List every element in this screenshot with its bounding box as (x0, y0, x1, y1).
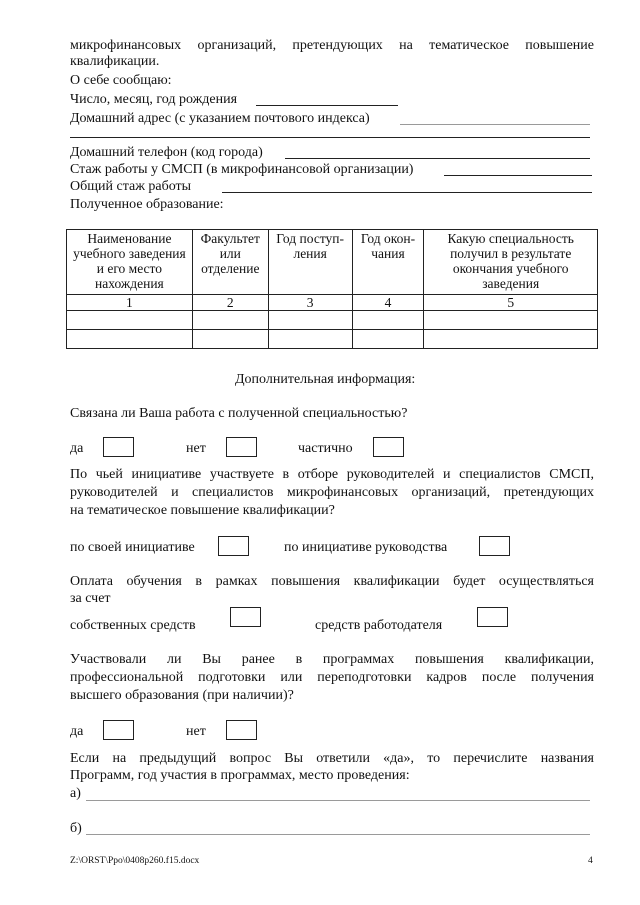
q4-yes-label: да (70, 724, 84, 739)
q1-partial-checkbox[interactable] (373, 437, 404, 457)
q3-own-label: собственных средств (70, 618, 196, 633)
q1-yes-checkbox[interactable] (103, 437, 134, 457)
birth-field[interactable] (256, 105, 398, 106)
question-programs-line-2: профессиональной подготовки или переподготовки кадров после получения (70, 670, 594, 685)
address-label: Домашний адрес (с указанием почтового индекса) (70, 111, 370, 126)
q4-yes-checkbox[interactable] (103, 720, 134, 740)
table-cell[interactable] (268, 330, 352, 349)
question-initiative-line-1: По чьей инициативе участвуете в отборе руководителей и специалистов СМСП, (70, 467, 594, 482)
q2-own-checkbox[interactable] (218, 536, 249, 556)
address-field-1[interactable] (400, 124, 590, 125)
question-list-line-1: Если на предыдущий вопрос Вы ответили «да», то перечислите названия (70, 751, 594, 766)
table-cell[interactable] (352, 330, 424, 349)
table-cell[interactable] (424, 311, 598, 330)
table-cell[interactable] (424, 330, 598, 349)
question-initiative-line-2: руководителей и специалистов микрофинансовых организаций, претендующих (70, 485, 594, 500)
address-field-2[interactable] (70, 137, 590, 138)
header-institution: Наименование учебного заведения и его место нахождения (67, 230, 193, 295)
intro-line-1: микрофинансовых организаций, претендующих на тематическое повышение (70, 38, 594, 53)
question-programs-line-3: высшего образования (при наличии)? (70, 688, 294, 703)
q3-employer-checkbox[interactable] (477, 607, 508, 627)
phone-label: Домашний телефон (код города) (70, 145, 263, 160)
q3-own-checkbox[interactable] (230, 607, 261, 627)
table-number-row (67, 295, 598, 311)
smsp-experience-label: Стаж работы у СМСП (в микрофинансовой организации) (70, 162, 414, 177)
question-specialty: Связана ли Ваша работа с полученной специальностью? (70, 406, 408, 421)
item-b-field[interactable] (86, 834, 590, 835)
smsp-experience-field[interactable] (444, 175, 592, 176)
q1-no-label: нет (186, 441, 206, 456)
column-number: 4 (352, 295, 424, 311)
table-header-row (67, 230, 598, 295)
header-specialty: Какую специальность получил в результате окончания учебного заведения (424, 230, 598, 295)
column-number: 1 (67, 295, 193, 311)
item-a-field[interactable] (86, 800, 590, 801)
header-graduation-year: Год окон-чания (352, 230, 424, 295)
about-heading: О себе сообщаю: (70, 73, 172, 88)
question-list-line-2: Программ, год участия в программах, место проведения: (70, 768, 410, 783)
q3-employer-label: средств работодателя (315, 618, 443, 633)
question-payment-line-2: за счет (70, 591, 111, 606)
phone-field[interactable] (285, 158, 590, 159)
q4-no-checkbox[interactable] (226, 720, 257, 740)
column-number: 2 (192, 295, 268, 311)
extra-heading: Дополнительная информация: (235, 372, 416, 387)
q2-own-label: по своей инициативе (70, 540, 195, 555)
header-faculty: Факультет или отделение (192, 230, 268, 295)
item-b-label: б) (70, 821, 82, 836)
footer-page-number: 4 (588, 856, 593, 866)
table-row (67, 311, 598, 330)
q2-manager-checkbox[interactable] (479, 536, 510, 556)
total-experience-label: Общий стаж работы (70, 179, 192, 194)
education-table (66, 229, 598, 349)
question-programs-line-1: Участвовали ли Вы ранее в программах повышения квалификации, (70, 652, 594, 667)
birth-label: Число, месяц, год рождения (70, 92, 238, 107)
table-cell[interactable] (67, 311, 193, 330)
q2-manager-label: по инициативе руководства (284, 540, 448, 555)
table-cell[interactable] (268, 311, 352, 330)
column-number: 3 (268, 295, 352, 311)
table-cell[interactable] (352, 311, 424, 330)
table-cell[interactable] (192, 330, 268, 349)
q4-no-label: нет (186, 724, 206, 739)
item-a-label: а) (70, 786, 81, 801)
table-row (67, 330, 598, 349)
question-initiative-line-3: на тематическое повышение квалификации? (70, 503, 335, 518)
question-payment-line-1: Оплата обучения в рамках повышения квалификации будет осуществляться (70, 574, 594, 589)
q1-partial-label: частично (298, 441, 353, 456)
q1-yes-label: да (70, 441, 84, 456)
table-cell[interactable] (67, 330, 193, 349)
total-experience-field[interactable] (222, 192, 592, 193)
footer-file-path: Z:\ORST\Ppo\0408p260.f15.docx (70, 856, 200, 866)
education-label: Полученное образование: (70, 197, 224, 212)
q1-no-checkbox[interactable] (226, 437, 257, 457)
header-admission-year: Год поступ-ления (268, 230, 352, 295)
table-cell[interactable] (192, 311, 268, 330)
column-number: 5 (424, 295, 598, 311)
intro-line-2: квалификации. (70, 54, 160, 69)
